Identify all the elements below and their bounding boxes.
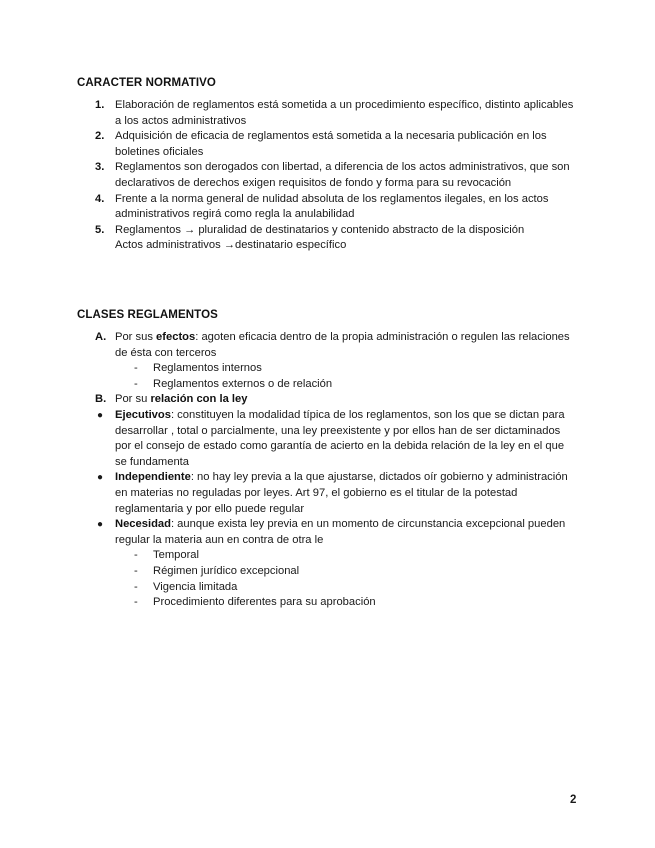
dash-marker: -	[134, 580, 138, 593]
item-bold-term: Necesidad	[115, 518, 171, 531]
sub-item-text: Reglamentos externos o de relación	[153, 377, 333, 390]
item-text: Adquisición de eficacia de reglamentos está sometida a la necesaria publicación en los boletines oficiales	[115, 130, 547, 158]
item-number: 1.	[95, 99, 105, 111]
list-item	[77, 192, 577, 223]
list-item	[77, 129, 577, 160]
sub-item-text: Procedimiento diferentes para su aprobación	[153, 596, 376, 609]
item-text: : constituyen la modalidad típica de los reglamentos, son los que se dictan para desarrollar , total o parcialmente, una ley preexistente y por ellos han de ser dictaminados por el consejo de estado como garantía de acierto en la debida relación de la ley en el que se fundamenta	[115, 408, 565, 468]
list-item	[77, 98, 577, 129]
list-item	[77, 223, 577, 254]
item-text: : agoten eficacia dentro de la propia administración o regulen las relaciones de ésta con terceros	[115, 331, 570, 359]
item-prefix: Por sus	[115, 331, 157, 343]
section-heading-clases-reglamentos: CLASES REGLAMENTOS	[77, 309, 218, 321]
item-bold-term: Independiente	[115, 471, 191, 484]
item-bold-term: Ejecutivos	[115, 408, 171, 421]
clases-reglamentos-list	[77, 330, 577, 611]
list-item-relacion-ley	[77, 392, 577, 408]
sub-item	[77, 548, 577, 564]
item-text: Frente a la norma general de nulidad absoluta de los reglamentos ilegales, en los actos administrativos regirá como regla la anulabilidad	[115, 192, 549, 221]
bullet-icon: ●	[97, 472, 104, 484]
item-bold-term: relación con la ley	[150, 393, 248, 406]
bullet-item-independiente	[77, 470, 577, 517]
caracter-normativo-list	[77, 98, 577, 254]
sub-item	[77, 580, 577, 596]
dash-marker: -	[134, 549, 138, 562]
dash-marker: -	[134, 596, 138, 609]
item-text: Elaboración de reglamentos está sometida a un procedimiento específico, distinto aplicables a los actos administrativos	[115, 99, 574, 127]
item-text: : aunque exista ley previa en un momento de circunstancia excepcional pueden regular la materia aun en contra de otra le	[115, 518, 566, 546]
item-text: : no hay ley previa a la que ajustarse, dictados oír gobierno y administración en materias no reguladas por leyes. Art 97, el gobierno es el titular de la potestad reglamentaria y por ello puede regular	[115, 471, 568, 515]
bullet-icon: ●	[97, 519, 104, 531]
page-number: 2	[570, 794, 577, 806]
item-text: Reglamentos son derogados con libertad, a diferencia de los actos administrativos, que son declarativos de derechos exigen requisitos de fondo y forma para su revocación	[115, 161, 570, 189]
dash-marker: -	[134, 377, 138, 390]
dash-marker: -	[134, 564, 138, 577]
item-letter: B.	[95, 393, 107, 406]
sub-item-text: Reglamentos internos	[153, 362, 262, 375]
sub-item	[77, 595, 577, 611]
bullet-icon: ●	[97, 409, 104, 421]
item-number: 2.	[95, 130, 105, 143]
bullet-item-ejecutivos	[77, 408, 577, 470]
item-number: 5.	[95, 223, 105, 236]
item-letter: A.	[95, 331, 107, 343]
sub-item	[77, 377, 577, 393]
sub-item-text: Régimen jurídico excepcional	[153, 564, 300, 577]
list-item-efectos	[77, 330, 577, 361]
sub-item	[77, 564, 577, 580]
bullet-item-necesidad	[77, 517, 577, 548]
item-bold-term: efectos	[156, 331, 196, 343]
item-number: 4.	[95, 192, 105, 205]
item-prefix: Por su	[115, 393, 151, 406]
item-text-continuation: Actos administrativos →destinatario específico	[115, 239, 347, 252]
sub-item-text: Temporal	[153, 549, 200, 562]
dash-marker: -	[134, 362, 138, 375]
list-item	[77, 160, 577, 191]
sub-item-text: Vigencia limitada	[153, 580, 238, 593]
item-text: Reglamentos → pluralidad de destinatarios y contenido abstracto de la disposición	[115, 223, 525, 236]
sub-item	[77, 361, 577, 377]
section-heading-caracter-normativo: CARACTER NORMATIVO	[77, 77, 216, 89]
item-number: 3.	[95, 161, 105, 174]
